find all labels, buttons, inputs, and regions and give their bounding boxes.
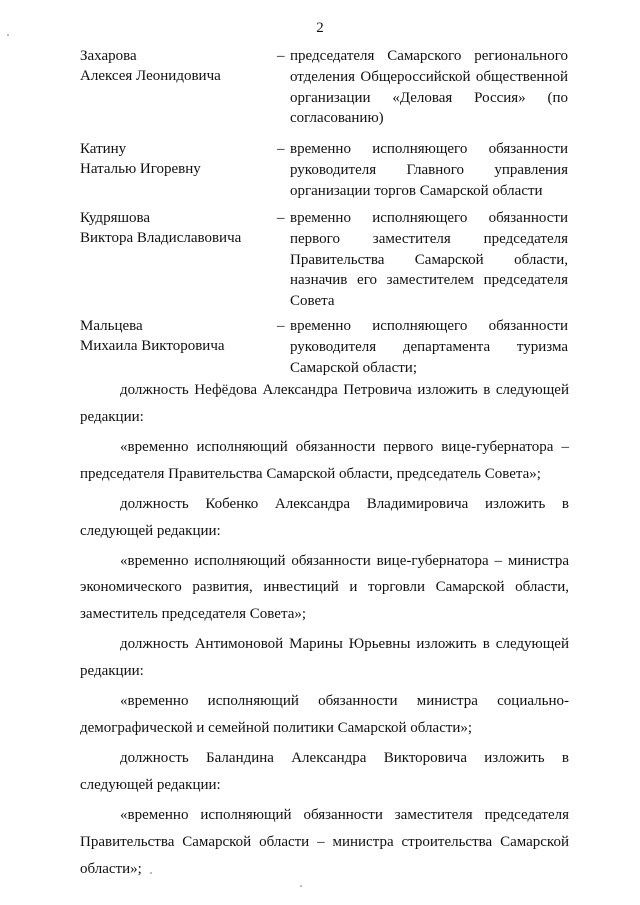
member-name [80, 208, 275, 248]
page-number: 2 [316, 20, 324, 36]
member-given-names: Виктора Владиславовича [80, 230, 242, 246]
amendment-instruction: должность Баландина Александра Викторовича изложить в следующей редакции: [80, 750, 569, 793]
member-surname: Захарова [80, 48, 137, 64]
amendment-instruction: должность Кобенко Александра Владимировича изложить в следующей редакции: [80, 495, 569, 539]
scan-speck [300, 885, 302, 887]
scan-speck [150, 872, 152, 874]
member-given-names: Алексея Леонидовича [80, 68, 221, 84]
member-position: временно исполняющего обязанности руководителя Главного управления организации торгов Самарской области [290, 141, 568, 199]
member-name [80, 316, 275, 356]
amendment-new-title: «временно исполняющий обязанности заместителя председателя Правительства Самарской области – министра строительства Самарской области»; [80, 807, 569, 877]
amendment-new-title: «временно исполняющий обязанности вице-губернатора – министра экономического развития, инвестиций и торговли Самарской области, заместитель председателя Совета»; [80, 552, 569, 623]
amendment-instruction: должность Нефёдова Александра Петровича изложить в следующей редакции: [80, 382, 569, 425]
entry-dash: – [277, 48, 285, 64]
entry-dash: – [277, 210, 285, 226]
member-name [80, 139, 275, 179]
amendment-new-title: «временно исполняющий обязанности министра социально-демографической и семейной политики Самарской области»; [80, 693, 569, 737]
member-position: временно исполняющего обязанности руководителя департамента туризма Самарской области; [290, 318, 568, 376]
member-position: временно исполняющего обязанности первого заместителя председателя Правительства Самарской области, назначив его заместителем председателя Совета [290, 210, 568, 310]
entry-dash: – [277, 141, 285, 157]
entry-dash: – [277, 318, 285, 334]
amendment-new-title: «временно исполняющий обязанности первого вице-губернатора – председателя Правительства Самарской области, председатель Совета»; [80, 438, 569, 482]
member-name [80, 46, 275, 86]
member-given-names: Михаила Викторовича [80, 338, 225, 354]
scan-speck [7, 34, 9, 36]
member-surname: Мальцева [80, 318, 143, 334]
amendments-body [80, 377, 569, 886]
amendment-instruction: должность Антимоновой Марины Юрьевны изложить в следующей редакции: [80, 636, 569, 680]
member-given-names: Наталью Игоревну [80, 161, 201, 177]
member-position: председателя Самарского регионального отделения Общероссийской общественной организации «Деловая Россия» (по согласованию) [290, 48, 568, 127]
member-surname: Катину [80, 141, 127, 157]
member-surname: Кудряшова [80, 210, 151, 226]
